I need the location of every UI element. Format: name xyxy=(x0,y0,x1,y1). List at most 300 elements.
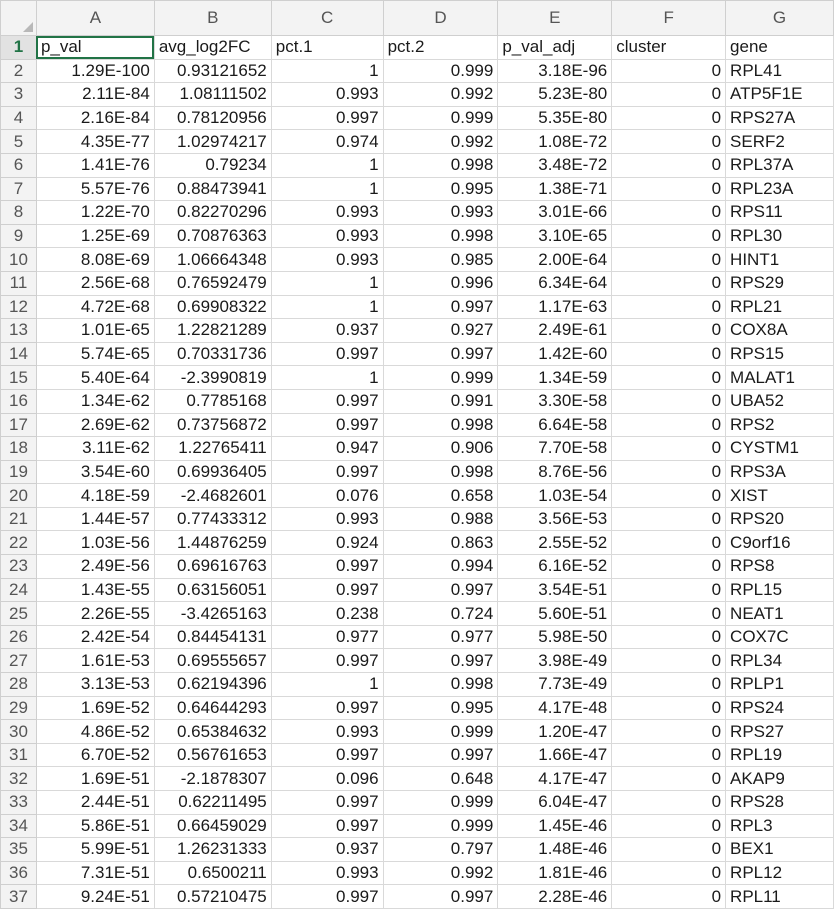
row-header-16[interactable]: 16 xyxy=(1,389,37,413)
grid-cell[interactable]: 0 xyxy=(612,555,726,579)
grid-cell[interactable]: 0 xyxy=(612,696,726,720)
grid-cell[interactable]: 0 xyxy=(612,673,726,697)
grid-cell[interactable]: 0 xyxy=(612,814,726,838)
grid-cell[interactable]: 0 xyxy=(612,885,726,909)
grid-cell[interactable]: 0.096 xyxy=(271,767,383,791)
grid-cell[interactable]: 0.998 xyxy=(383,413,498,437)
grid-cell[interactable]: RPL15 xyxy=(726,578,834,602)
grid-cell[interactable]: 5.40E-64 xyxy=(36,366,154,390)
grid-cell[interactable]: ATP5F1E xyxy=(726,83,834,107)
column-title-cell[interactable]: p_val_adj xyxy=(498,36,612,60)
grid-cell[interactable]: 0.79234 xyxy=(154,153,271,177)
grid-cell[interactable]: 0.57210475 xyxy=(154,885,271,909)
row-header-24[interactable]: 24 xyxy=(1,578,37,602)
grid-cell[interactable]: 0.991 xyxy=(383,389,498,413)
grid-cell[interactable]: 0.73756872 xyxy=(154,413,271,437)
grid-cell[interactable]: RPS8 xyxy=(726,555,834,579)
grid-cell[interactable]: 0.999 xyxy=(383,59,498,83)
grid-cell[interactable]: RPS20 xyxy=(726,507,834,531)
grid-cell[interactable]: 0.84454131 xyxy=(154,625,271,649)
grid-cell[interactable]: 0.993 xyxy=(271,83,383,107)
grid-cell[interactable]: 0.995 xyxy=(383,177,498,201)
grid-cell[interactable]: 0.797 xyxy=(383,838,498,862)
row-header-22[interactable]: 22 xyxy=(1,531,37,555)
row-header-27[interactable]: 27 xyxy=(1,649,37,673)
grid-cell[interactable]: SERF2 xyxy=(726,130,834,154)
grid-cell[interactable]: RPS15 xyxy=(726,342,834,366)
row-header-19[interactable]: 19 xyxy=(1,460,37,484)
grid-cell[interactable]: 1.01E-65 xyxy=(36,319,154,343)
column-title-cell[interactable]: gene xyxy=(726,36,834,60)
grid-cell[interactable]: 0.998 xyxy=(383,224,498,248)
grid-cell[interactable]: 3.30E-58 xyxy=(498,389,612,413)
grid-cell[interactable]: BEX1 xyxy=(726,838,834,862)
grid-cell[interactable]: 0.985 xyxy=(383,248,498,272)
column-header-G[interactable]: G xyxy=(726,1,834,36)
grid-cell[interactable]: 0 xyxy=(612,861,726,885)
grid-cell[interactable]: 1.22821289 xyxy=(154,319,271,343)
grid-cell[interactable]: 0.997 xyxy=(271,413,383,437)
row-header-23[interactable]: 23 xyxy=(1,555,37,579)
grid-cell[interactable]: RPL21 xyxy=(726,295,834,319)
grid-cell[interactable]: 1.22E-70 xyxy=(36,201,154,225)
grid-cell[interactable]: RPL30 xyxy=(726,224,834,248)
grid-cell[interactable]: 1 xyxy=(271,177,383,201)
grid-cell[interactable]: 1.69E-52 xyxy=(36,696,154,720)
grid-cell[interactable]: 0.76592479 xyxy=(154,271,271,295)
grid-cell[interactable]: 0 xyxy=(612,460,726,484)
grid-cell[interactable]: 0.993 xyxy=(271,720,383,744)
grid-cell[interactable]: 2.49E-56 xyxy=(36,555,154,579)
row-header-12[interactable]: 12 xyxy=(1,295,37,319)
grid-cell[interactable]: XIST xyxy=(726,484,834,508)
grid-cell[interactable]: 7.70E-58 xyxy=(498,437,612,461)
grid-cell[interactable]: 5.99E-51 xyxy=(36,838,154,862)
grid-cell[interactable]: 0.996 xyxy=(383,271,498,295)
row-header-35[interactable]: 35 xyxy=(1,838,37,862)
grid-cell[interactable]: 1.43E-55 xyxy=(36,578,154,602)
grid-cell[interactable]: 1.44876259 xyxy=(154,531,271,555)
grid-cell[interactable]: 0 xyxy=(612,366,726,390)
grid-cell[interactable]: 0 xyxy=(612,791,726,815)
column-title-cell[interactable]: cluster xyxy=(612,36,726,60)
row-header-18[interactable]: 18 xyxy=(1,437,37,461)
grid-cell[interactable]: 0 xyxy=(612,389,726,413)
row-header-31[interactable]: 31 xyxy=(1,743,37,767)
grid-cell[interactable]: 1.45E-46 xyxy=(498,814,612,838)
grid-cell[interactable]: 0.69555657 xyxy=(154,649,271,673)
grid-cell[interactable]: 1.81E-46 xyxy=(498,861,612,885)
grid-cell[interactable]: 1.03E-54 xyxy=(498,484,612,508)
grid-cell[interactable]: 1.34E-59 xyxy=(498,366,612,390)
grid-cell[interactable]: RPL19 xyxy=(726,743,834,767)
grid-cell[interactable]: 0.906 xyxy=(383,437,498,461)
grid-cell[interactable]: 0.998 xyxy=(383,673,498,697)
grid-cell[interactable]: 0.7785168 xyxy=(154,389,271,413)
row-header-17[interactable]: 17 xyxy=(1,413,37,437)
select-all-corner[interactable] xyxy=(1,1,37,36)
grid-cell[interactable]: NEAT1 xyxy=(726,602,834,626)
grid-cell[interactable]: 1.42E-60 xyxy=(498,342,612,366)
grid-cell[interactable]: -2.1878307 xyxy=(154,767,271,791)
column-title-cell[interactable]: avg_log2FC xyxy=(154,36,271,60)
row-header-3[interactable]: 3 xyxy=(1,83,37,107)
grid-cell[interactable]: 1.38E-71 xyxy=(498,177,612,201)
row-header-30[interactable]: 30 xyxy=(1,720,37,744)
grid-cell[interactable]: 0 xyxy=(612,602,726,626)
grid-cell[interactable]: 0 xyxy=(612,767,726,791)
grid-cell[interactable]: 4.35E-77 xyxy=(36,130,154,154)
row-header-33[interactable]: 33 xyxy=(1,791,37,815)
grid-cell[interactable]: 5.60E-51 xyxy=(498,602,612,626)
grid-cell[interactable]: 0.937 xyxy=(271,838,383,862)
grid-cell[interactable]: 0 xyxy=(612,295,726,319)
grid-cell[interactable]: 0.724 xyxy=(383,602,498,626)
grid-cell[interactable]: 0.70876363 xyxy=(154,224,271,248)
grid-cell[interactable]: 0 xyxy=(612,224,726,248)
grid-cell[interactable]: 0.997 xyxy=(271,578,383,602)
grid-cell[interactable]: 0 xyxy=(612,838,726,862)
grid-cell[interactable]: CYSTM1 xyxy=(726,437,834,461)
grid-cell[interactable]: 3.56E-53 xyxy=(498,507,612,531)
grid-cell[interactable]: 5.98E-50 xyxy=(498,625,612,649)
row-header-9[interactable]: 9 xyxy=(1,224,37,248)
grid-cell[interactable]: 0.63156051 xyxy=(154,578,271,602)
row-header-8[interactable]: 8 xyxy=(1,201,37,225)
grid-cell[interactable]: 1.17E-63 xyxy=(498,295,612,319)
grid-cell[interactable]: 1.66E-47 xyxy=(498,743,612,767)
grid-cell[interactable]: 8.76E-56 xyxy=(498,460,612,484)
grid-cell[interactable]: 0.997 xyxy=(271,649,383,673)
grid-cell[interactable]: 2.44E-51 xyxy=(36,791,154,815)
grid-cell[interactable]: C9orf16 xyxy=(726,531,834,555)
grid-cell[interactable]: 9.24E-51 xyxy=(36,885,154,909)
grid-cell[interactable]: 3.54E-51 xyxy=(498,578,612,602)
grid-cell[interactable]: 0.999 xyxy=(383,720,498,744)
grid-cell[interactable]: 0.997 xyxy=(271,460,383,484)
grid-cell[interactable]: 0 xyxy=(612,342,726,366)
grid-cell[interactable]: 0.997 xyxy=(271,555,383,579)
grid-cell[interactable]: 0.993 xyxy=(271,201,383,225)
column-header-C[interactable]: C xyxy=(271,1,383,36)
grid-cell[interactable]: 0.62211495 xyxy=(154,791,271,815)
grid-cell[interactable]: 0.69908322 xyxy=(154,295,271,319)
grid-cell[interactable]: -2.3990819 xyxy=(154,366,271,390)
grid-cell[interactable]: -2.4682601 xyxy=(154,484,271,508)
grid-cell[interactable]: 3.11E-62 xyxy=(36,437,154,461)
grid-cell[interactable]: RPL11 xyxy=(726,885,834,909)
grid-cell[interactable]: 2.42E-54 xyxy=(36,625,154,649)
grid-cell[interactable]: 1.26231333 xyxy=(154,838,271,862)
grid-cell[interactable]: 1.29E-100 xyxy=(36,59,154,83)
grid-cell[interactable]: 0.93121652 xyxy=(154,59,271,83)
grid-cell[interactable]: 0 xyxy=(612,83,726,107)
grid-cell[interactable]: COX8A xyxy=(726,319,834,343)
grid-cell[interactable]: 0 xyxy=(612,625,726,649)
row-header-7[interactable]: 7 xyxy=(1,177,37,201)
grid-cell[interactable]: HINT1 xyxy=(726,248,834,272)
row-header-28[interactable]: 28 xyxy=(1,673,37,697)
grid-cell[interactable]: 3.13E-53 xyxy=(36,673,154,697)
grid-cell[interactable]: 0 xyxy=(612,531,726,555)
grid-cell[interactable]: 1.25E-69 xyxy=(36,224,154,248)
grid-cell[interactable]: 4.18E-59 xyxy=(36,484,154,508)
grid-cell[interactable]: 0.997 xyxy=(271,791,383,815)
grid-cell[interactable]: 7.31E-51 xyxy=(36,861,154,885)
grid-cell[interactable]: 0.992 xyxy=(383,861,498,885)
grid-cell[interactable]: 0.997 xyxy=(383,885,498,909)
row-header-13[interactable]: 13 xyxy=(1,319,37,343)
row-header-11[interactable]: 11 xyxy=(1,271,37,295)
row-header-15[interactable]: 15 xyxy=(1,366,37,390)
grid-cell[interactable]: 0 xyxy=(612,578,726,602)
grid-cell[interactable]: RPS24 xyxy=(726,696,834,720)
grid-cell[interactable]: 1 xyxy=(271,295,383,319)
grid-cell[interactable]: 2.11E-84 xyxy=(36,83,154,107)
grid-cell[interactable]: 2.56E-68 xyxy=(36,271,154,295)
grid-cell[interactable]: 0.076 xyxy=(271,484,383,508)
grid-cell[interactable]: -3.4265163 xyxy=(154,602,271,626)
grid-cell[interactable]: RPLP1 xyxy=(726,673,834,697)
row-header-4[interactable]: 4 xyxy=(1,106,37,130)
grid-cell[interactable]: 0 xyxy=(612,413,726,437)
grid-cell[interactable]: 1.41E-76 xyxy=(36,153,154,177)
grid-cell[interactable]: 0.977 xyxy=(271,625,383,649)
grid-cell[interactable]: 0.997 xyxy=(383,578,498,602)
grid-cell[interactable]: 6.16E-52 xyxy=(498,555,612,579)
row-header-34[interactable]: 34 xyxy=(1,814,37,838)
grid-cell[interactable]: 0.993 xyxy=(271,507,383,531)
grid-cell[interactable]: 0.997 xyxy=(383,295,498,319)
grid-cell[interactable]: 3.01E-66 xyxy=(498,201,612,225)
grid-cell[interactable]: 0.997 xyxy=(383,342,498,366)
grid-cell[interactable]: 5.57E-76 xyxy=(36,177,154,201)
grid-cell[interactable]: 1.02974217 xyxy=(154,130,271,154)
grid-cell[interactable]: 0.648 xyxy=(383,767,498,791)
grid-cell[interactable]: 6.04E-47 xyxy=(498,791,612,815)
grid-cell[interactable]: 3.54E-60 xyxy=(36,460,154,484)
grid-cell[interactable]: 0.78120956 xyxy=(154,106,271,130)
grid-cell[interactable]: 4.86E-52 xyxy=(36,720,154,744)
grid-cell[interactable]: RPL23A xyxy=(726,177,834,201)
grid-cell[interactable]: 0 xyxy=(612,59,726,83)
grid-cell[interactable]: 0 xyxy=(612,743,726,767)
grid-cell[interactable]: 0.997 xyxy=(271,743,383,767)
grid-cell[interactable]: 2.69E-62 xyxy=(36,413,154,437)
row-header-1[interactable]: 1 xyxy=(1,36,37,60)
grid-cell[interactable]: 2.49E-61 xyxy=(498,319,612,343)
row-header-29[interactable]: 29 xyxy=(1,696,37,720)
grid-cell[interactable]: 0 xyxy=(612,106,726,130)
grid-cell[interactable]: 0.974 xyxy=(271,130,383,154)
column-title-cell[interactable]: p_val xyxy=(36,36,154,60)
grid-cell[interactable]: 0.82270296 xyxy=(154,201,271,225)
grid-cell[interactable]: 5.23E-80 xyxy=(498,83,612,107)
grid-cell[interactable]: 0 xyxy=(612,437,726,461)
grid-cell[interactable]: 0.999 xyxy=(383,366,498,390)
grid-cell[interactable]: 1 xyxy=(271,366,383,390)
grid-cell[interactable]: 0 xyxy=(612,130,726,154)
grid-cell[interactable]: 1.08E-72 xyxy=(498,130,612,154)
column-title-cell[interactable]: pct.1 xyxy=(271,36,383,60)
grid-cell[interactable]: 3.48E-72 xyxy=(498,153,612,177)
grid-cell[interactable]: 2.26E-55 xyxy=(36,602,154,626)
grid-cell[interactable]: 0.863 xyxy=(383,531,498,555)
grid-cell[interactable]: RPS3A xyxy=(726,460,834,484)
grid-cell[interactable]: 0.997 xyxy=(271,106,383,130)
grid-cell[interactable]: 0.997 xyxy=(383,649,498,673)
grid-cell[interactable]: 1.08111502 xyxy=(154,83,271,107)
grid-cell[interactable]: 0.77433312 xyxy=(154,507,271,531)
grid-cell[interactable]: 6.34E-64 xyxy=(498,271,612,295)
grid-cell[interactable]: 0.64644293 xyxy=(154,696,271,720)
grid-cell[interactable]: RPL34 xyxy=(726,649,834,673)
grid-cell[interactable]: 4.17E-47 xyxy=(498,767,612,791)
grid-cell[interactable]: 0.993 xyxy=(271,248,383,272)
grid-cell[interactable]: 2.55E-52 xyxy=(498,531,612,555)
grid-cell[interactable]: 1 xyxy=(271,673,383,697)
grid-cell[interactable]: 0.988 xyxy=(383,507,498,531)
grid-cell[interactable]: 0.999 xyxy=(383,814,498,838)
grid-cell[interactable]: 4.17E-48 xyxy=(498,696,612,720)
grid-cell[interactable]: 0 xyxy=(612,177,726,201)
grid-cell[interactable]: 5.35E-80 xyxy=(498,106,612,130)
grid-cell[interactable]: 1.20E-47 xyxy=(498,720,612,744)
grid-cell[interactable]: 0.992 xyxy=(383,130,498,154)
grid-cell[interactable]: 0.997 xyxy=(271,814,383,838)
grid-cell[interactable]: 0 xyxy=(612,484,726,508)
grid-cell[interactable]: 2.28E-46 xyxy=(498,885,612,909)
grid-cell[interactable]: 0.937 xyxy=(271,319,383,343)
grid-cell[interactable]: 1.44E-57 xyxy=(36,507,154,531)
grid-cell[interactable]: COX7C xyxy=(726,625,834,649)
row-header-6[interactable]: 6 xyxy=(1,153,37,177)
grid-cell[interactable]: RPS27 xyxy=(726,720,834,744)
grid-cell[interactable]: 2.16E-84 xyxy=(36,106,154,130)
grid-cell[interactable]: 0.65384632 xyxy=(154,720,271,744)
grid-cell[interactable]: 1.69E-51 xyxy=(36,767,154,791)
grid-cell[interactable]: 3.98E-49 xyxy=(498,649,612,673)
grid-cell[interactable]: 0.6500211 xyxy=(154,861,271,885)
grid-cell[interactable]: 0 xyxy=(612,319,726,343)
grid-cell[interactable]: RPS11 xyxy=(726,201,834,225)
grid-cell[interactable]: 4.72E-68 xyxy=(36,295,154,319)
grid-cell[interactable]: 0.238 xyxy=(271,602,383,626)
grid-cell[interactable]: 0.992 xyxy=(383,83,498,107)
grid-cell[interactable]: UBA52 xyxy=(726,389,834,413)
grid-cell[interactable]: 1.61E-53 xyxy=(36,649,154,673)
row-header-26[interactable]: 26 xyxy=(1,625,37,649)
column-header-F[interactable]: F xyxy=(612,1,726,36)
grid-cell[interactable]: 0 xyxy=(612,153,726,177)
grid-cell[interactable]: 0.999 xyxy=(383,791,498,815)
grid-cell[interactable]: RPS27A xyxy=(726,106,834,130)
column-title-cell[interactable]: pct.2 xyxy=(383,36,498,60)
grid-cell[interactable]: AKAP9 xyxy=(726,767,834,791)
grid-cell[interactable]: 5.86E-51 xyxy=(36,814,154,838)
grid-cell[interactable]: RPS29 xyxy=(726,271,834,295)
grid-cell[interactable]: 0.993 xyxy=(271,861,383,885)
grid-cell[interactable]: 0.997 xyxy=(271,389,383,413)
grid-cell[interactable]: 0.947 xyxy=(271,437,383,461)
grid-cell[interactable]: 0.993 xyxy=(383,201,498,225)
row-header-14[interactable]: 14 xyxy=(1,342,37,366)
grid-cell[interactable]: 0 xyxy=(612,649,726,673)
grid-cell[interactable]: 0.998 xyxy=(383,153,498,177)
grid-cell[interactable]: RPS2 xyxy=(726,413,834,437)
grid-cell[interactable]: RPL37A xyxy=(726,153,834,177)
grid-cell[interactable]: 5.74E-65 xyxy=(36,342,154,366)
grid-cell[interactable]: 0.69936405 xyxy=(154,460,271,484)
grid-cell[interactable]: 6.70E-52 xyxy=(36,743,154,767)
grid-cell[interactable]: 1 xyxy=(271,153,383,177)
grid-cell[interactable]: 0.995 xyxy=(383,696,498,720)
grid-cell[interactable]: 0.66459029 xyxy=(154,814,271,838)
grid-cell[interactable]: 1.03E-56 xyxy=(36,531,154,555)
grid-cell[interactable]: 0 xyxy=(612,201,726,225)
grid-cell[interactable]: 3.18E-96 xyxy=(498,59,612,83)
grid-cell[interactable]: MALAT1 xyxy=(726,366,834,390)
row-header-37[interactable]: 37 xyxy=(1,885,37,909)
row-header-20[interactable]: 20 xyxy=(1,484,37,508)
grid-cell[interactable]: 1 xyxy=(271,271,383,295)
row-header-21[interactable]: 21 xyxy=(1,507,37,531)
grid-cell[interactable]: 0.997 xyxy=(271,696,383,720)
grid-cell[interactable]: 0.997 xyxy=(383,743,498,767)
grid-cell[interactable]: 0.927 xyxy=(383,319,498,343)
column-header-D[interactable]: D xyxy=(383,1,498,36)
grid-cell[interactable]: 1.22765411 xyxy=(154,437,271,461)
column-header-B[interactable]: B xyxy=(154,1,271,36)
grid-cell[interactable]: 0.924 xyxy=(271,531,383,555)
row-header-36[interactable]: 36 xyxy=(1,861,37,885)
grid-cell[interactable]: 1.06664348 xyxy=(154,248,271,272)
grid-cell[interactable]: RPL3 xyxy=(726,814,834,838)
grid-cell[interactable]: 0.56761653 xyxy=(154,743,271,767)
row-header-5[interactable]: 5 xyxy=(1,130,37,154)
grid-cell[interactable]: 0.658 xyxy=(383,484,498,508)
grid-cell[interactable]: 8.08E-69 xyxy=(36,248,154,272)
grid-cell[interactable]: 6.64E-58 xyxy=(498,413,612,437)
grid-cell[interactable]: 0.997 xyxy=(271,342,383,366)
grid-cell[interactable]: 0 xyxy=(612,248,726,272)
grid-cell[interactable]: 2.00E-64 xyxy=(498,248,612,272)
grid-cell[interactable]: RPL41 xyxy=(726,59,834,83)
row-header-2[interactable]: 2 xyxy=(1,59,37,83)
row-header-25[interactable]: 25 xyxy=(1,602,37,626)
grid-cell[interactable]: 7.73E-49 xyxy=(498,673,612,697)
grid-cell[interactable]: 0 xyxy=(612,271,726,295)
grid-cell[interactable]: RPL12 xyxy=(726,861,834,885)
column-header-A[interactable]: A xyxy=(36,1,154,36)
grid-cell[interactable]: 1.48E-46 xyxy=(498,838,612,862)
grid-cell[interactable]: 0.69616763 xyxy=(154,555,271,579)
grid-cell[interactable]: 0.977 xyxy=(383,625,498,649)
grid-cell[interactable]: 0.62194396 xyxy=(154,673,271,697)
grid-cell[interactable]: 0.994 xyxy=(383,555,498,579)
grid-cell[interactable]: 1 xyxy=(271,59,383,83)
grid-cell[interactable]: 0.997 xyxy=(271,885,383,909)
grid-cell[interactable]: 0 xyxy=(612,507,726,531)
grid-cell[interactable]: 0.999 xyxy=(383,106,498,130)
grid-cell[interactable]: 1.34E-62 xyxy=(36,389,154,413)
column-header-E[interactable]: E xyxy=(498,1,612,36)
grid-cell[interactable]: 0.998 xyxy=(383,460,498,484)
row-header-32[interactable]: 32 xyxy=(1,767,37,791)
grid-cell[interactable]: RPS28 xyxy=(726,791,834,815)
grid-cell[interactable]: 3.10E-65 xyxy=(498,224,612,248)
grid-cell[interactable]: 0.88473941 xyxy=(154,177,271,201)
